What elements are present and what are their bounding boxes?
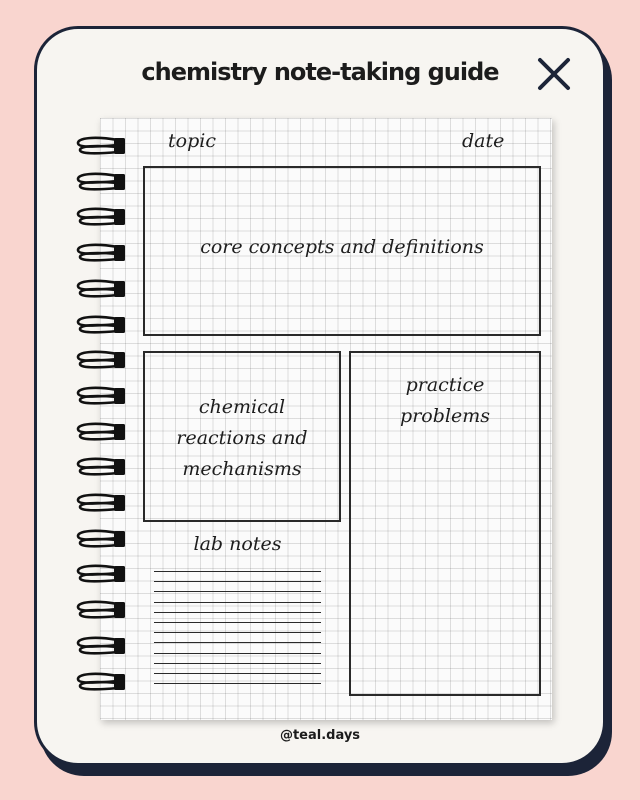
spiral-ring-icon [74, 598, 130, 620]
spiral-ring-icon [74, 277, 130, 299]
lab-note-line [154, 571, 321, 572]
lab-notes-label: lab notes [193, 533, 282, 555]
lab-note-line [154, 642, 321, 643]
spiral-ring-icon [74, 313, 130, 335]
lab-note-line [154, 622, 321, 623]
spiral-ring-icon [74, 348, 130, 370]
lab-note-line [154, 653, 321, 654]
lab-note-line [154, 632, 321, 633]
spiral-ring-icon [74, 527, 130, 549]
core-concepts-label: core concepts and definitions [200, 236, 484, 258]
close-icon[interactable] [532, 52, 576, 96]
spiral-ring-icon [74, 384, 130, 406]
author-handle: @teal.days [279, 728, 361, 743]
spiral-ring-icon [74, 420, 130, 442]
lab-note-line [154, 581, 321, 582]
spiral-ring-icon [74, 455, 130, 477]
spiral-ring-icon [74, 634, 130, 656]
lab-note-line [154, 612, 321, 613]
spiral-ring-icon [74, 241, 130, 263]
spiral-ring-icon [74, 562, 130, 584]
page-title: chemistry note-taking guide [141, 58, 499, 86]
spiral-ring-icon [74, 205, 130, 227]
topic-label: topic [168, 130, 216, 152]
spiral-ring-icon [74, 491, 130, 513]
lab-note-line [154, 591, 321, 592]
reactions-label: chemical reactions and mechanisms [176, 396, 308, 480]
lab-note-line [154, 673, 321, 674]
spiral-ring-icon [74, 670, 130, 692]
lab-note-line [154, 663, 321, 664]
spiral-ring-icon [74, 170, 130, 192]
lab-note-line [154, 602, 321, 603]
lab-note-line [154, 683, 321, 684]
practice-problems-label: practice problems [400, 374, 490, 427]
spiral-ring-icon [74, 134, 130, 156]
date-label: date [462, 130, 505, 152]
